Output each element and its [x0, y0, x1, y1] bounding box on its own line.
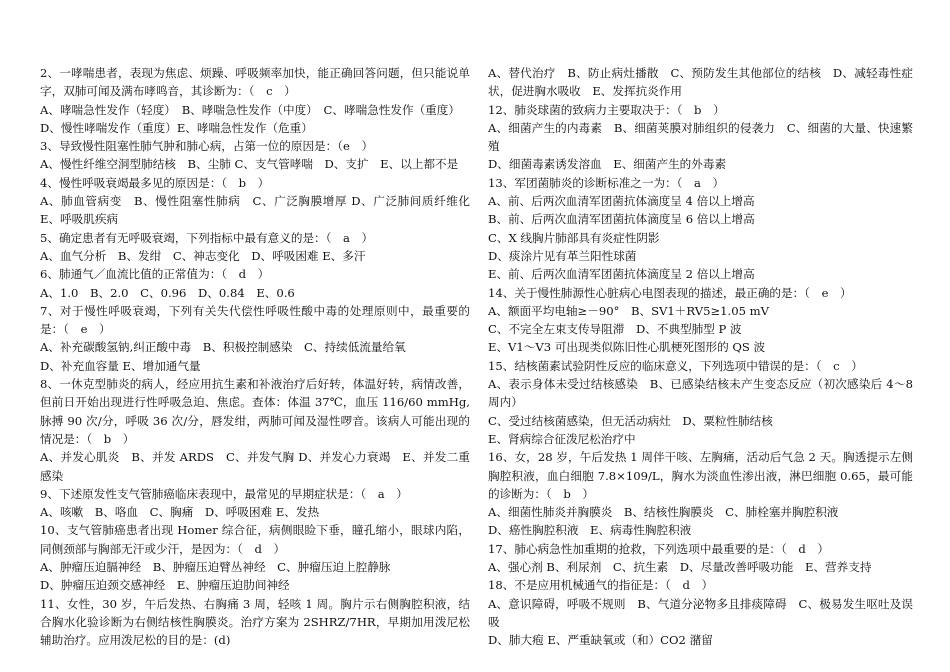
text-line: C、不完全左束支传导阻滞 D、不典型肺型 P 波	[488, 322, 742, 337]
text-line: A、血气分析 B、发绀 C、神志变化 D、呼吸困难 E、多汗	[40, 248, 366, 263]
text-line: E、前、后两次血清军团菌抗体滴度呈 2 倍以上增高	[488, 267, 755, 282]
text-line: 17、肺心病急性加重期的抢救，下列选项中最重要的是：（ d ）	[488, 541, 830, 556]
text-line: 7、对于慢性呼吸衰竭，下列有关失代偿性呼吸性酸中毒的处理原则中，最重要的是：（ e ）	[40, 303, 470, 337]
text-line: D、肺大疱 E、严重缺氧或（和）CO2 潴留	[488, 633, 713, 648]
text-line: 5、确定患者有无呼吸衰竭，下列指标中最有意义的是：（ a ）	[40, 230, 374, 245]
text-line: 16、女，28 岁，午后发热 1 周伴干咳、左胸痛，活动后气急 2 天。胸透提示左侧胸腔积液，血白细胞 7.8×109/L，胸水为淡血性渗出液，淋巴细胞 0.65，最可能的诊断为：（ b ）	[488, 450, 913, 501]
text-line: A、肺血管病变 B、慢性阻塞性肺病 C、广泛胸膜增厚 D、广泛肺间质纤维化 E、呼吸肌疾病	[40, 194, 482, 227]
text-line: 10、支气管肺癌患者出现 Homer 综合征，病侧眼睑下垂，瞳孔缩小，眼球内陷，同侧颈部与胸部无汗或少汗，是因为：（ d ）	[40, 523, 470, 556]
text-line: A、替代治疗 B、防止病灶播散 C、预防发生其他部位的结核 D、减轻毒性症状，促进胸水吸收 E、发挥抗炎作用	[488, 66, 913, 99]
text-line: 4、慢性呼吸衰竭最多见的原因是：（ b ）	[40, 175, 270, 190]
text-line: A、细菌性肺炎并胸膜炎 B、结核性胸膜炎 C、肺栓塞并胸腔积液	[488, 505, 839, 520]
text-line: A、表示身体未受过结核感染 B、已感染结核未产生变态反应（初次感染后 4～8 周内）	[488, 377, 913, 410]
text-line: C、受过结核菌感染，但无活动病灶 D、粟粒性肺结核	[488, 413, 773, 428]
text-line: 13、军团菌肺炎的诊断标准之一为：（ a ）	[488, 175, 725, 190]
text-line: D、癌性胸腔积液 E、病毒性胸腔积液	[488, 523, 692, 538]
text-line: 18、不是应用机械通气的指征是：（ d ）	[488, 578, 714, 593]
text-line: D、痰涂片见有革兰阳性球菌	[488, 248, 637, 263]
text-line: 6、肺通气／血流比值的正常值为：（ d ）	[40, 267, 270, 282]
text-line: D、慢性哮喘发作（重度）E、哮喘急性发作（危重）	[40, 120, 313, 135]
text-line: A、并发心肌炎 B、并发 ARDS C、并发气胸 D、并发心力衰竭 E、并发二重感染	[40, 450, 470, 483]
text-line: D、补充血容量 E、增加通气量	[40, 358, 201, 373]
text-line: A、肿瘤压迫膈神经 B、肿瘤压迫臂丛神经 C、肿瘤压迫上腔静脉	[40, 560, 391, 575]
text-line: A、慢性纤维空洞型肺结核 B、尘肺 C、支气管哮喘 D、支扩 E、以上都不是	[40, 157, 459, 172]
text-line: 14、关于慢性肺源性心脏病心电图表现的描述，最正确的是：（ e ）	[488, 285, 852, 300]
text-line: A、1.0 B、2.0 C、0.96 D、0.84 E、0.6	[40, 285, 295, 300]
text-line: A、额面平均电轴≥－90° B、SV1＋RV5≥1.05 mV	[488, 303, 770, 318]
text-line: 15、结核菌素试验阴性反应的临床意义，下列选项中错误的是：（ c ）	[488, 358, 863, 373]
text-line: 9、下述原发性支气管肺癌临床表现中，最常见的早期症状是：（ a ）	[40, 486, 408, 501]
text-line: 2、一哮喘患者，表现为焦虑、烦躁、呼吸频率加快，能正确回答问题，但只能说单字，双肺可闻及满布哮鸣音，其诊断为：（ c ）	[40, 66, 470, 99]
text-line: A、前、后两次血清军团菌抗体滴度呈 4 倍以上增高	[488, 194, 755, 209]
text-line: A、细菌产生的内毒素 B、细菌荚膜对肺组织的侵袭力 C、细菌的大量、快速繁殖	[488, 120, 913, 154]
text-line: C、X 线胸片肺部具有炎症性阴影	[488, 230, 660, 245]
text-line: 3、导致慢性阻塞性肺气肿和肺心病，占第一位的原因是：（e ）	[40, 139, 374, 154]
text-line: 8、一休克型肺炎的病人，经应用抗生素和补液治疗后好转，体温好转，病情改善，但前日开始出现进行性呼吸急迫、焦虑。查体：体温 37℃，血压 116/60 mmHg,脉搏 90 次/分，呼吸 36 次/分，唇发绀，两肺可闻及湿性啰音。该病人可能出现的情况是：（ b ）	[40, 377, 470, 446]
left-column	[40, 64, 482, 650]
text-line: 12、肺炎球菌的致病力主要取决于：（ b ）	[488, 102, 725, 117]
text-line: A、咳嗽 B、咯血 C、胸痛 D、呼吸困难 E、发热	[40, 505, 320, 520]
text-line: B、前、后两次血清军团菌抗体滴度呈 6 倍以上增高	[488, 212, 755, 227]
right-column	[488, 64, 913, 650]
text-line: D、细菌毒素诱发溶血 E、细菌产生的外毒素	[488, 157, 727, 172]
text-line: A、补充碳酸氢钠,纠正酸中毒 B、积极控制感染 C、持续低流量给氧	[40, 340, 406, 355]
text-line: A、强心剂 B、利尿剂 C、抗生素 D、尽量改善呼吸功能 E、营养支持	[488, 560, 872, 575]
text-line: E、肾病综合征泼尼松治疗中	[488, 431, 636, 446]
text-line: A、意识障碍，呼吸不规则 B、气道分泌物多且排痰障碍 C、极易发生呕吐及误吸	[488, 596, 913, 629]
text-line: E、V1～V3 可出现类似陈旧性心肌梗死图形的 QS 波	[488, 340, 766, 355]
text-line: D、肿瘤压迫颈交感神经 E、肿瘤压迫肋间神经	[40, 578, 290, 593]
text-line: 11、女性，30 岁，午后发热、右胸痛 3 周，轻咳 1 周。胸片示右侧胸腔积液，结合胸水化验诊断为右侧结核性胸膜炎。治疗方案为 2SHRZ/7HR，早期加用泼尼松辅助治疗。应用泼尼松的目的是：(d)	[40, 596, 470, 648]
text-line: A、哮喘急性发作（轻度） B、哮喘急性发作（中度） C、哮喘急性发作（重度）	[40, 102, 460, 117]
